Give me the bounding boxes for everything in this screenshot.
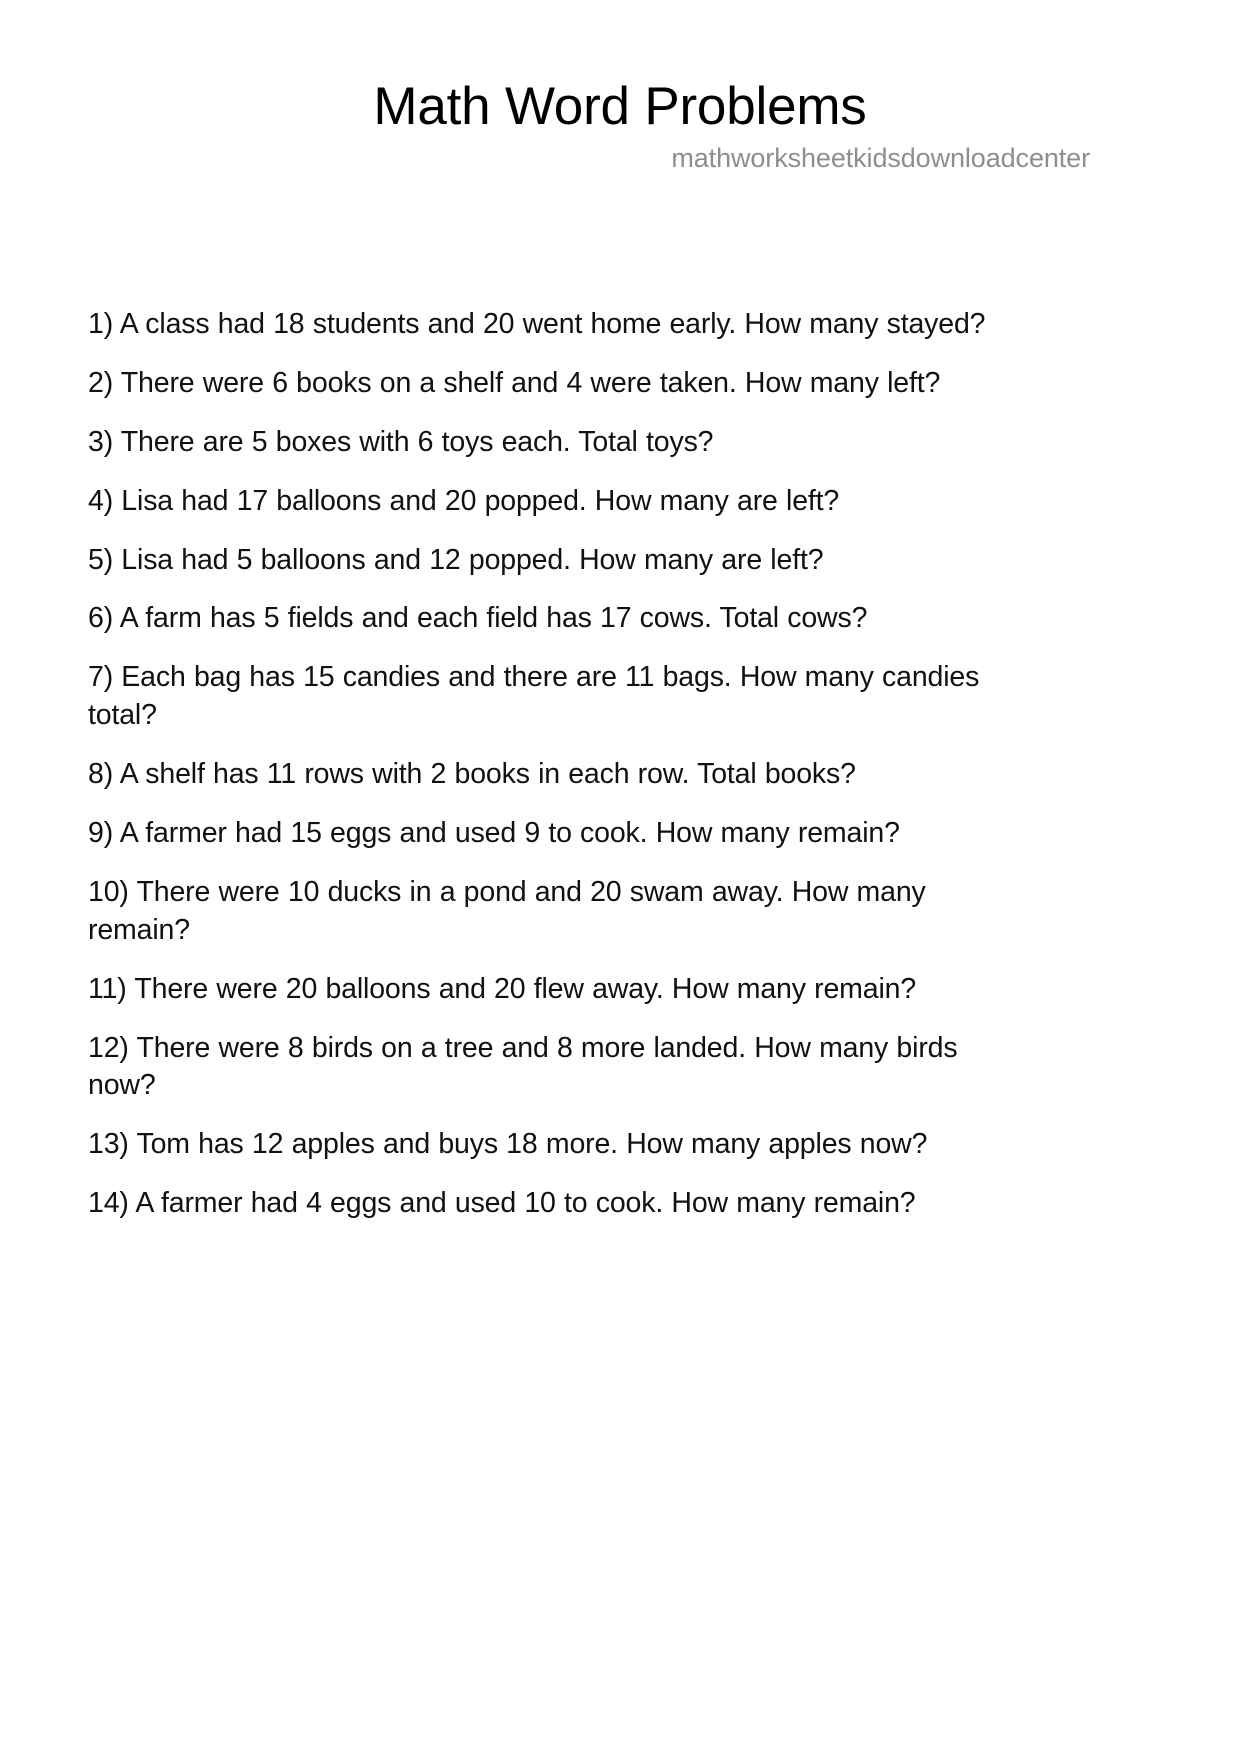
problem-item: 6) A farm has 5 fields and each field has 17 cows. Total cows?: [88, 602, 868, 635]
problem-item: 14) A farmer had 4 eggs and used 10 to cook. How many remain?: [88, 1187, 916, 1220]
problem-item: 8) A shelf has 11 rows with 2 books in each row. Total books?: [88, 758, 856, 791]
page-title: Math Word Problems: [373, 77, 867, 136]
problem-list: [88, 306, 1026, 1223]
problem-item: 12) There were 8 birds on a tree and 8 more landed. How many birds now?: [88, 1031, 958, 1102]
problem-item: 13) Tom has 12 apples and buys 18 more. How many apples now?: [88, 1128, 928, 1161]
document-header: [0, 0, 1240, 174]
problem-item: 7) Each bag has 15 candies and there are 11 bags. How many candies total?: [88, 661, 980, 732]
problem-item: 3) There are 5 boxes with 6 toys each. Total toys?: [88, 425, 714, 458]
problem-item: 11) There were 20 balloons and 20 flew away. How many remain?: [88, 972, 917, 1005]
site-attribution: mathworksheetkidsdownloadcenter: [671, 143, 1090, 174]
problem-item: 9) A farmer had 15 eggs and used 9 to cook. How many remain?: [88, 817, 900, 850]
problem-item: 5) Lisa had 5 balloons and 12 popped. How many are left?: [88, 543, 824, 576]
problem-item: 10) There were 10 ducks in a pond and 20 swam away. How many remain?: [88, 875, 926, 946]
subtitle-row: [150, 144, 1090, 174]
problem-item: 2) There were 6 books on a shelf and 4 were taken. How many left?: [88, 366, 941, 399]
problem-item: 1) A class had 18 students and 20 went home early. How many stayed?: [88, 308, 986, 340]
problem-item: 4) Lisa had 17 balloons and 20 popped. How many are left?: [88, 484, 840, 517]
